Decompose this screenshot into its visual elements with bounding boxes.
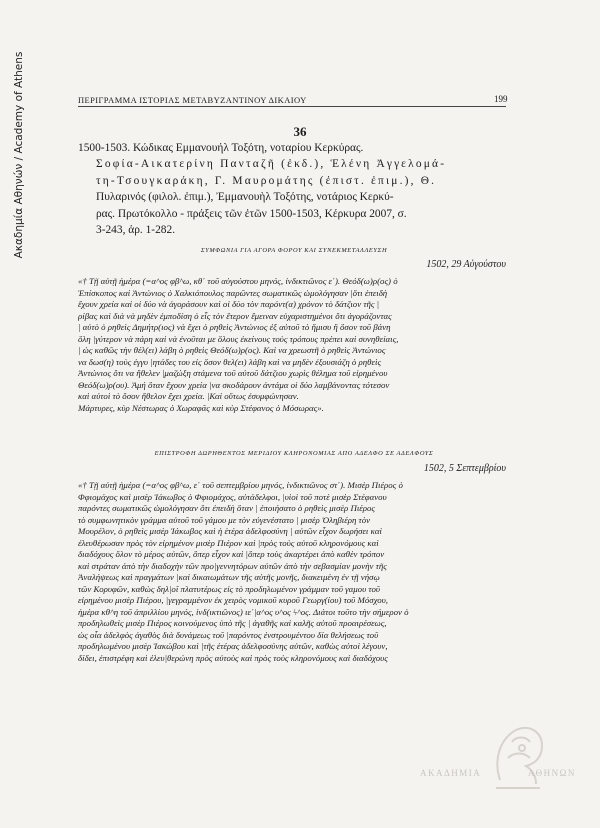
- bib-line: 1500-1503. Κώδικας Εμμανουήλ Τοξότη, νοταρίου Κερκύρας.: [78, 142, 364, 154]
- text-line: καὶ αὐτοὶ τὸ ὅσον ἤθελον ἔχει χρεία. |Καὶ οὕτως ἐσυμφώνησαν.: [78, 391, 299, 401]
- text-line: τὸ συμφωνητικὸν γράμμα αὐτοῦ τοῦ γάμου με τὸν εὐγενέστατο | μισὲρ Ὀληβιέρη τὸν: [78, 514, 371, 525]
- text-line: τῶν Κορυφῶν, καθὼς δηλ|οῖ πλατυτέρως εἰς τὸ προδηλωμένον γράμμαν τοῦ γαμου τοῦ: [78, 583, 380, 594]
- text-line: δίδει, ἐπιστρέφη καὶ ἐλευ|θερώνη πρὸς αὐτοὺς καὶ πρὸς τοὺς κληρονόμους καὶ διαδόχους: [78, 652, 388, 663]
- bib-line: ρας. Πρωτόκολλο - πράξεις τῶν ἐτῶν 1500-1503, Κέρκυρα 2007, σ.: [96, 207, 407, 220]
- text-line: ὅλη |γύτερον νὰ πάρη καὶ νὰ ἐνοῦται με ὅλους ἐκείνους τοὺς τρόπους πρέπει καὶ συνηθείαις,: [78, 333, 399, 344]
- header-rule: [78, 106, 506, 107]
- text-line: | ὡς καθῶς τὴν θέλ(ει) λάβη ὁ ρηθεὶς Θεόδ(ω)ρ(ος). Καὶ να χρεωστῆ ὁ ρηθεὶς Ἀντώνιος: [78, 345, 386, 355]
- text-line: ἡμέρα κθ^η τοῦ ἀπριλλίου μηνός, ἰνδ(ικτιῶνος) ιε΄|α^ος υ^ος ϟ^ος. Διάτοι τοῦτο τὴν σήμερον ὁ: [78, 606, 409, 617]
- text-line: Ἀναλήψεως καὶ πραγμάτων |καὶ δικαιωμάτων τῆς αὐτῆς μονῆς, διακειμένη ἐν τῇ νήσῳ: [78, 572, 380, 582]
- section-title: ΕΠΙΣΤΡΟΦΗ ΔΩΡΗΘΕΝΤΟΣ ΜΕΡΙΔΙΟΥ ΚΛΗΡΟΝΟΜΙΑΣ ΑΠΟ ΑΔΕΛΦΟ ΣΕ ΑΔΕΛΦΟΥΣ: [154, 450, 434, 457]
- text-line: Θεόδ(ω)ρ(ου). Ἀμή ὅταν ἔχουν χρεία |να σκοδάρουν ἀντάμα οἱ δύο λαμβάνοντας τότεσον: [78, 379, 390, 390]
- section-date: 1502, 5 Σεπτεμβρίου: [423, 463, 506, 474]
- running-head: ΠΕΡΙΓΡΑΜΜΑ ΙΣΤΟΡΙΑΣ ΜΕΤΑΒΥΖΑΝΤΙΝΟΥ ΔΙΚΑΙΟΥ: [78, 95, 307, 105]
- side-archive-label: [6, 30, 32, 280]
- text-line: καὶ στράταν ἀπὸ τὴν διαδοχὴν τῶν προ|γεννητόρων αὐτῶν ἀπὸ τὴν σεβασμίαν μονὴν τῆς: [78, 560, 387, 571]
- text-line: παρόντες σωματικῶς ὡμολόγησαν ὅτι ἐπειδὴ ὅταν | ἐποιήσατο ὁ ρηθεὶς μισὲρ Πιέρος: [78, 503, 376, 513]
- text-line: «† Τῇ αὐτῇ ἡμέρα (=α^ος φβ^ω, κθ΄ τοῦ αὐγούστου μηνός, ἰνδικτιῶνος ε΄). Θεόδ(ω)ρ(ος) ὁ: [78, 276, 398, 286]
- text-line: Μουρέλον, ὁ ρηθεὶς μισὲρ Ἰάκωβος καὶ ἡ ἑτέρα ἀδελφοσύνη | αὐτῶν εἶχον δωρήσει καὶ: [78, 526, 382, 536]
- text-line: ἔχουν χρεία καὶ οἱ δύο νὰ ἀγοράσουν καὶ οἱ δύο τὸν παρόντ(α) χρόνον τὸ δάτζιον τῆς |: [78, 299, 380, 309]
- section-title: ΣΥΜΦΩΝΙΑ ΓΙΑ ΑΓΟΡΑ ΦΟΡΟΥ ΚΑΙ ΣΥΝΕΚΜΕΤΑΛΛΕΥΣΗ: [200, 247, 388, 254]
- side-archive-label-text: Ακαδημία Αθηνών / Academy of Athens: [13, 51, 25, 259]
- text-line: «† Τῇ αὐτῇ ἡμέρα (=α^ος φβ^ω, ε΄ τοῦ σεπτεμβρίου μηνός, ἰνδικτιῶνος στ΄). Μισὲρ Πιέρος ὁ: [78, 480, 403, 490]
- watermark-left-text: ΑΚΑΔΗΜΙΑ: [420, 768, 482, 778]
- academy-emblem-icon: [486, 718, 550, 792]
- section-body: [78, 276, 510, 414]
- page-number: 199: [494, 94, 508, 104]
- text-line: Ἐπίσκοπος καὶ Ἀντώνιος ὁ Χαλκιόπουλος παρῶντες σωματικῶς ὡμολόγησαν |ὅτι ἐπειδὴ: [78, 287, 388, 298]
- text-line: διαδόχους ὅλον τὸ μέρος αὐτῶν, ὅπερ εἶχον καὶ |ὅπερ τοὺς ἀκαρτέρει ἀπὸ καθὲν τρόπον: [78, 549, 385, 559]
- text-line: ὡς οἷα ἀδελφὸς ἀγαθὸς διὰ δυνάμεως τοῦ |παρόντος ἐνστρουμέντου δία θελήσεως τοῦ: [78, 629, 379, 640]
- text-line: Μάρτυρες, κὺρ Νέστωρας ὁ Χωραφᾶς καὶ κὺρ Στέφανος ὁ Μόσωρας».: [78, 402, 324, 413]
- document-number: 36: [293, 124, 307, 139]
- bibliographic-entry: [78, 140, 510, 238]
- text-line: εἰρημένου μισὲρ Πιέρου, |γεγραμμένον ἐκ χειρὸς νομικοῦ κυροῦ Γεωργ(ίου) τοῦ Μόσχου,: [78, 595, 389, 605]
- section-body: [78, 480, 510, 664]
- text-line: Φφιομάχος καὶ μισὲρ Ἰάκωβος ὁ Φφιομάχος, αὐτάδελφοι, |υἱοὶ τοῦ ποτὲ μισὲρ Στέφανου: [78, 491, 387, 502]
- section-date: 1502, 29 Αὐγούστου: [426, 259, 506, 270]
- bib-line: Σοφία-Αικατερίνη Πανταζῆ (ἐκδ.), Ἑλένη Ἀγγελομά-: [96, 158, 447, 171]
- bib-line: Πυλαρινός (φιλολ. ἐπιμ.), Ἐμμανουὴλ Τοξότης, νοτάριος Κερκύ-: [96, 191, 394, 204]
- text-line: να δωσ(η) τοὺς ἐγγυ |ητάδες του εἰς ὅσον θελ(ει) λάβη καὶ να μηδὲν ἐξουσιάζη ὁ ρηθεὶς: [78, 356, 382, 367]
- bib-line: τη-Τσουγκαράκη, Γ. Μαυρομάτης (ἐπιστ. ἐπιμ.), Θ.: [96, 174, 437, 187]
- text-line: Ἀντώνιος ὅτι να ἤθελεν |μαζώξη στάμενα τοῦ αὐτοῦ δάτζιου χωρὶς θέλημα τοῦ εἰρημένου: [78, 368, 388, 378]
- watermark-right-text: ΑΘΗΝΩΝ: [528, 768, 576, 778]
- text-line: προδηλωμένου μισὲρ Ἰακώβου καὶ |τῆς ἑτέρας ἀδελφοσύνης αὐτῶν, καθὼς αὐτοὶ λέγουν,: [78, 641, 388, 651]
- text-line: ρίβας καὶ διὰ νὰ μηδὲν ἐμποδίση ὁ εἷς τὸν ἕτερον ἔμειναν εὐχαριστημένοι ὅτι ἀγοράζοντας: [78, 310, 392, 321]
- text-line: προδηλωθεὶς μισὲρ Πιέρος κοινούμενος ὑπὸ τῆς | ἀγαθῆς καὶ καλῆς αὐτοῦ προαιρέσεως,: [78, 618, 387, 628]
- text-line: | αὐτὸ ὁ ρηθεὶς Δημήτρ(ιος) νὰ ἔχει ὁ ρηθεὶς Ἀντώνιος ἐξ αὐτοῦ τὸ ἥμισυ ἢ ὅσον τοῦ βάνη: [78, 322, 391, 332]
- bib-line: 3-243, ἀρ. 1-282.: [96, 224, 176, 237]
- text-line: ἐλευθέρωσαν πρὸς τὸν εἰρημένον μισὲρ Πιέρον καὶ |πρὸς τοὺς αὐτοῦ κληρονόμους καὶ: [78, 537, 379, 548]
